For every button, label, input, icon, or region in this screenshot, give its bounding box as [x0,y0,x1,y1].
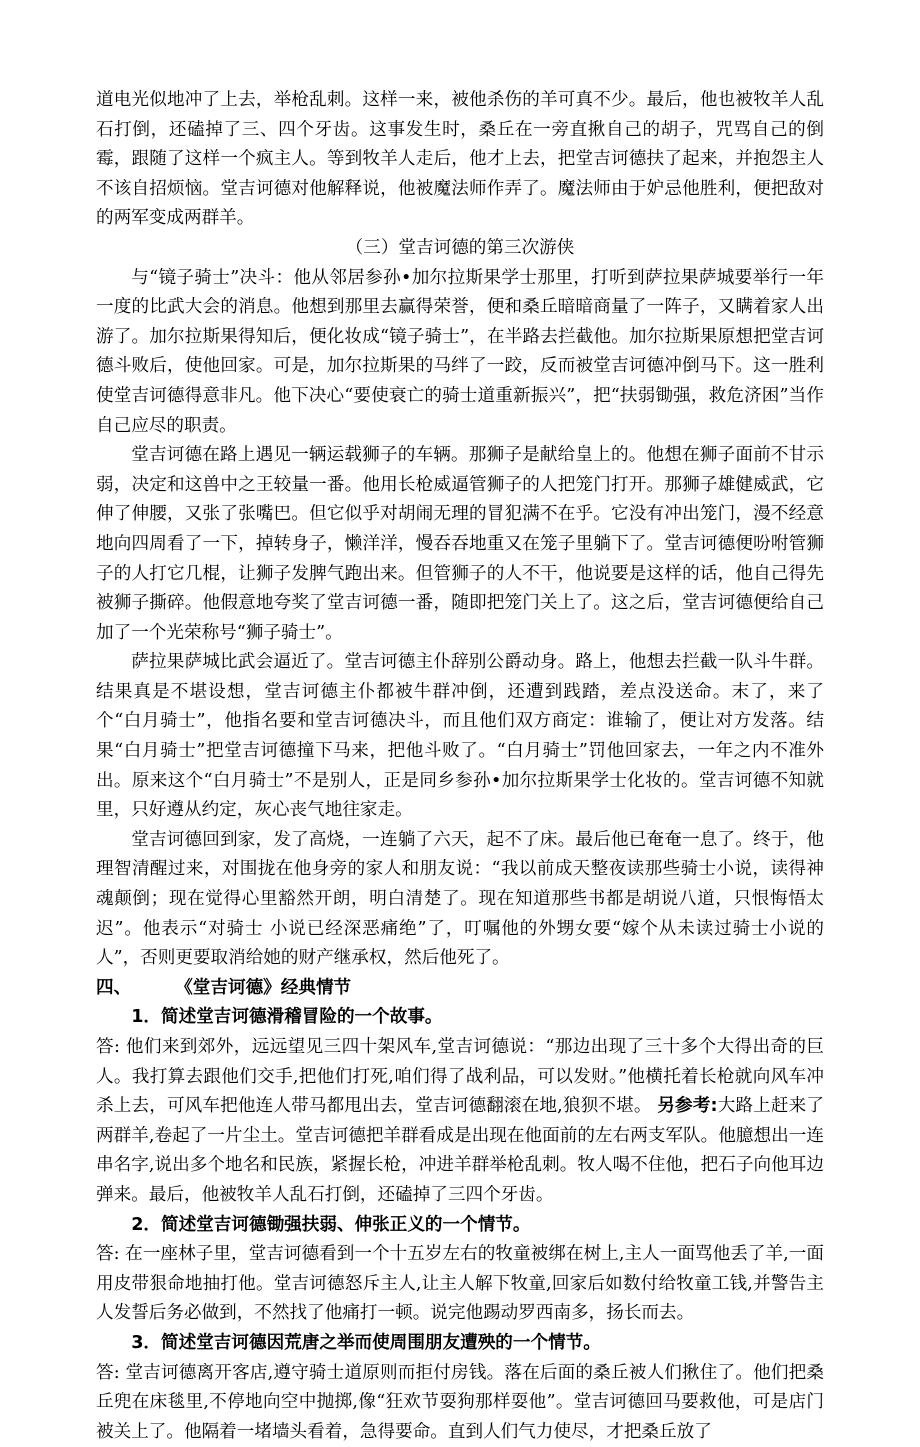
question-3: 3．简述堂吉诃德因荒唐之举而使周围朋友遭殃的一个情节。 [131,1332,601,1353]
paragraph-lion-knight: 堂吉诃德在路上遇见一辆运载狮子的车辆。那狮子是献给皇上的。他想在狮子面前不甘示弱，决定和这兽中之王较量一番。他用长枪威逼管狮子的人把笼门打开。那狮子雄健威武，它伸了伸腰，又张了张嘴巴。但它似乎对胡闹无理的冒犯满不在乎。它没有冲出笼门，漫不经意地向四周看了一下，掉转身子，懒洋洋，慢吞吞地重又在笼子里躺下了。堂吉诃德便吩咐管狮子的人打它几棍，让狮子发脾气跑出来。但管狮子的人不干，他说要是这样的话，他自己得先被狮子撕碎。他假意地夸奖了堂吉诃德一番，随即把笼门关上了。这之后，堂吉诃德便给自己加了一个光荣称号“狮子骑士”。 [96,445,824,643]
answer-2: 答: 在一座林子里，堂吉诃德看到一个十五岁左右的牧童被绑在树上,主人一面骂他丢了羊,一面用皮带狠命地抽打他。堂吉诃德怒斥主人,让主人解下牧童,回家后如数付给牧童工钱,并警告主人发誓后务必做到，不然找了他痛打一顿。说完他踢动罗西南多，扬长而去。 [96,1244,824,1324]
section-title: 《堂吉诃德》经典情节 [175,977,352,998]
paragraph-white-moon-knight: 萨拉果萨城比武会逼近了。堂吉诃德主仆辞别公爵动身。路上，他想去拦截一队斗牛群。结果真是不堪设想，堂吉诃德主仆都被牛群冲倒，还遭到践踏，差点没送命。末了，来了个“白月骑士”，他指名要和堂吉诃德决斗，而且他们双方商定：谁输了，便让对方发落。结果“白月骑士”把堂吉诃德撞下马来，把他斗败了。“白月骑士”罚他回家去，一年之内不准外出。原来这个“白月骑士”不是别人，正是同乡参孙•加尔拉斯果学士化妆的。堂吉诃德不知就里，只好遵从约定，灰心丧气地往家走。 [96,652,824,821]
answer-3: 答: 堂吉诃德离开客店,遵守骑士道原则而拒付房钱。落在后面的桑丘被人们揪住了。他们把桑丘兜在床毯里,不停地向空中抛掷,像“狂欢节耍狗那样耍他”。堂吉诃德回马要救他，可是店门被关上了。他隔着一堵墙头看着，急得要命。直到人们气力使尽，才把桑丘放了 [96,1362,824,1442]
answer-1-text: 答: 他们来到郊外，远远望见三四十架风车,堂吉诃德说：“那边出现了三十多个大得出奇的巨人。我打算去跟他们交手,把他们打死,咱们得了战利品，可以发财。”他横托着长枪就向风车冲杀上去，可风车把他连人带马都甩出去，堂吉诃德翻滚在地,狼狈不堪。 [96,1037,824,1117]
document-page [96,86,824,1447]
section-heading-classic-plots [96,974,824,1004]
section-number: 四、 [96,977,132,998]
paragraph-death: 堂吉诃德回到家，发了高烧，一连躺了六天，起不了床。最后他已奄奄一息了。终于，他理智清醒过来，对围拢在他身旁的家人和朋友说：“我以前成天整夜读那些骑士小说，读得神魂颠倒；现在觉得心里豁然开朗，明白清楚了。现在知道那些书都是胡说八道，只恨悔悟太迟”。他表示“对骑士 小说已经深恶痛绝”了，叮嘱他的外甥女要“嫁个从未读过骑士小说的人”，否则更要取消给她的财产继承权，然后他死了。 [96,829,824,969]
paragraph-mirror-knight: 与“镜子骑士”决斗：他从邻居参孙•加尔拉斯果学士那里，打听到萨拉果萨城要举行一年一度的比武大会的消息。他想到那里去赢得荣誉，便和桑丘暗暗商量了一阵子，又瞒着家人出游了。加尔拉斯果得知后，便化妆成“镜子骑士”，在半路去拦截他。加尔拉斯果原想把堂吉诃德斗败后，使他回家。可是，加尔拉斯果的马绊了一跤，反而被堂吉诃德冲倒马下。这一胜利使堂吉诃德得意非凡。他下决心“要使衰亡的骑士道重新振兴”，把“扶弱锄强，救危济困”当作自己应尽的职责。 [96,267,824,436]
answer-1-extra-text: 大路上赶来了两群羊,卷起了一片尘土。堂吉诃德把羊群看成是出现在他面前的左右两支军队。他臆想出一连串名字,说出多个地名和民族，紧握长枪，冲进羊群举枪乱刺。牧人喝不住他，把石子向他耳边弹来。最后，他被牧羊人乱石打倒，还磕掉了三四个牙齿。 [96,1096,824,1205]
question-2: 2．简述堂吉诃德锄强扶弱、伸张正义的一个情节。 [131,1214,531,1235]
section-heading-third-journey: （三）堂吉诃德的第三次游侠 [345,237,575,258]
answer-1-extra-label: 另参考: [657,1096,718,1117]
answer-1 [96,1033,824,1211]
question-1: 1．简述堂吉诃德滑稽冒险的一个故事。 [131,1007,443,1028]
paragraph-windmill-sheep-ending: 道电光似地冲了上去，举枪乱刺。这样一来，被他杀伤的羊可真不少。最后，他也被牧羊人乱石打倒，还磕掉了三、四个牙齿。这事发生时，桑丘在一旁直揪自己的胡子，咒骂自己的倒霉，跟随了这样一个疯主人。等到牧羊人走后，他才上去，把堂吉诃德扶了起来，并抱怨主人不该自招烦恼。堂吉诃德对他解释说，他被魔法师作弄了。魔法师由于妒忌他胜利，便把敌对的两军变成两群羊。 [96,90,824,229]
